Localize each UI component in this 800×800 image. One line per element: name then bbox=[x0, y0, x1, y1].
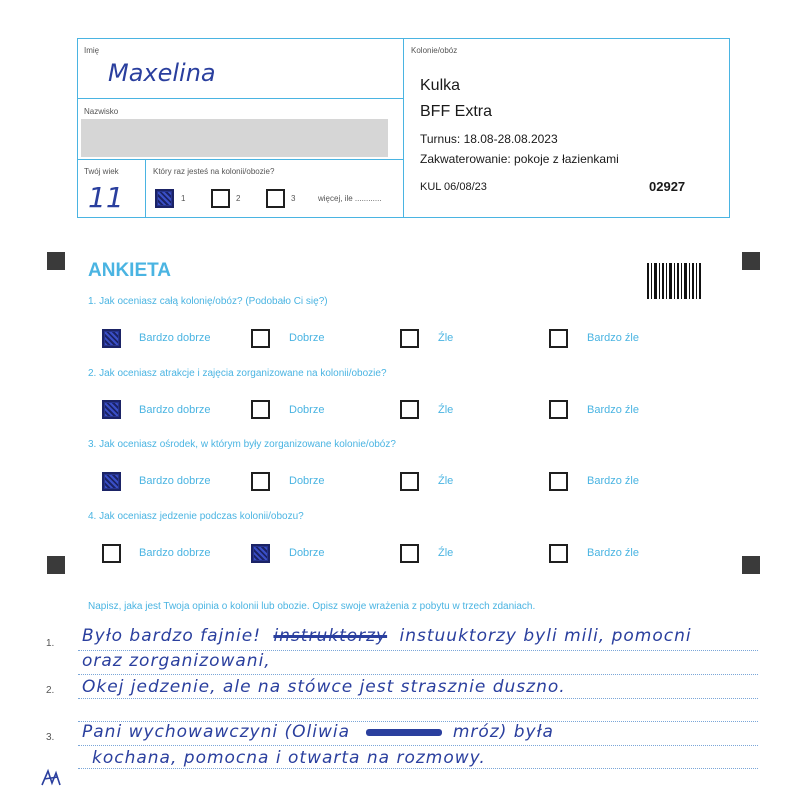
answer-text: oraz zorganizowani, bbox=[82, 651, 271, 671]
question-4: 4. Jak oceniasz jedzenie podczas kolonii/obozu? bbox=[88, 511, 304, 522]
line-number: 1. bbox=[46, 638, 55, 649]
scribble-out bbox=[366, 729, 442, 736]
question-3: 3. Jak oceniasz ośrodek, w którym były zorganizowane kolonie/obóz? bbox=[88, 439, 396, 450]
q4-option-dobrze-checkbox[interactable] bbox=[251, 544, 270, 563]
answer-text: kochana, pomocna i otwarta na rozmowy. bbox=[92, 748, 486, 768]
q1-option-bardzo-dobrze-checkbox[interactable] bbox=[102, 329, 121, 348]
answer-strikethrough: instruktorzy bbox=[273, 626, 388, 646]
writing-line bbox=[78, 698, 758, 699]
ktory-raz-option-more[interactable]: więcej, ile ............ bbox=[318, 194, 382, 203]
camp-program: BFF Extra bbox=[420, 103, 493, 120]
nazwisko-label: Nazwisko bbox=[84, 107, 119, 116]
q4-option-zle-checkbox[interactable] bbox=[400, 544, 419, 563]
code: KUL 06/08/23 bbox=[420, 181, 487, 193]
header-form bbox=[77, 38, 730, 218]
opinion-prompt: Napisz, jaka jest Twoja opinia o kolonii lub obozie. Opisz swoje wrażenia z pobytu w trzech zdaniach. bbox=[88, 601, 536, 612]
q2-option-zle-checkbox[interactable] bbox=[400, 400, 419, 419]
q3-option-label: Źle bbox=[438, 475, 454, 487]
writing-line bbox=[78, 768, 758, 769]
wiek-label: Twój wiek bbox=[84, 167, 119, 176]
q3-option-bardzo-zle-checkbox[interactable] bbox=[549, 472, 568, 491]
q3-option-zle-checkbox[interactable] bbox=[400, 472, 419, 491]
q1-option-zle-checkbox[interactable] bbox=[400, 329, 419, 348]
wiek-value[interactable]: 11 bbox=[88, 181, 124, 214]
q3-option-label: Dobrze bbox=[289, 475, 325, 487]
form-number: 02927 bbox=[649, 179, 686, 194]
q3-option-label: Bardzo dobrze bbox=[139, 475, 211, 487]
q4-option-bardzo-zle-checkbox[interactable] bbox=[549, 544, 568, 563]
ktory-raz-option-1: 1 bbox=[181, 194, 186, 203]
q1-option-label: Bardzo dobrze bbox=[139, 332, 211, 344]
survey-title: ANKIETA bbox=[88, 260, 172, 281]
q4-option-label: Źle bbox=[438, 547, 454, 559]
zakwaterowanie: Zakwaterowanie: pokoje z łazienkami bbox=[420, 152, 619, 166]
q2-option-label: Dobrze bbox=[289, 404, 325, 416]
ktory-raz-option-2: 2 bbox=[236, 194, 241, 203]
ktory-raz-option-3: 3 bbox=[291, 194, 296, 203]
ktory-raz-checkbox-1[interactable] bbox=[155, 189, 174, 208]
line-number: 2. bbox=[46, 685, 55, 696]
signature-scribble-icon bbox=[38, 765, 64, 791]
answer-line-5[interactable] bbox=[92, 748, 486, 768]
q1-option-label: Bardzo źle bbox=[587, 332, 639, 344]
camp-name: Kulka bbox=[420, 77, 461, 94]
q4-option-label: Dobrze bbox=[289, 547, 325, 559]
registration-marker bbox=[47, 556, 65, 574]
question-2: 2. Jak oceniasz atrakcje i zajęcia zorganizowane na kolonii/obozie? bbox=[88, 368, 387, 379]
answer-line-4[interactable] bbox=[82, 722, 554, 742]
q3-option-dobrze-checkbox[interactable] bbox=[251, 472, 270, 491]
writing-line bbox=[78, 745, 758, 746]
turnus: Turnus: 18.08-28.08.2023 bbox=[420, 132, 558, 146]
q2-option-bardzo-zle-checkbox[interactable] bbox=[549, 400, 568, 419]
barcode-icon bbox=[647, 263, 701, 299]
imie-value[interactable]: Maxelina bbox=[108, 59, 216, 87]
line-number: 3. bbox=[46, 732, 55, 743]
answer-text: instuuktorzy byli mili, pomocni bbox=[399, 626, 692, 646]
question-1: 1. Jak oceniasz całą kolonię/obóz? (Podobało Ci się?) bbox=[88, 296, 328, 307]
q4-option-bardzo-dobrze-checkbox[interactable] bbox=[102, 544, 121, 563]
kolonie-label: Kolonie/obóz bbox=[411, 46, 458, 55]
q2-option-label: Bardzo źle bbox=[587, 404, 639, 416]
q3-option-bardzo-dobrze-checkbox[interactable] bbox=[102, 472, 121, 491]
q1-option-bardzo-zle-checkbox[interactable] bbox=[549, 329, 568, 348]
q2-option-dobrze-checkbox[interactable] bbox=[251, 400, 270, 419]
answer-line-2[interactable] bbox=[82, 651, 271, 671]
registration-marker bbox=[742, 556, 760, 574]
ktory-raz-checkbox-2[interactable] bbox=[211, 189, 230, 208]
answer-text: mróz) była bbox=[452, 722, 554, 742]
col-divider bbox=[145, 159, 146, 217]
q2-option-label: Bardzo dobrze bbox=[139, 404, 211, 416]
answer-text: Okej jedzenie, ale na stówce jest strasznie duszno. bbox=[82, 677, 566, 697]
q2-option-label: Źle bbox=[438, 404, 454, 416]
registration-marker bbox=[742, 252, 760, 270]
answer-text: Było bardzo fajnie! bbox=[82, 626, 262, 646]
registration-marker bbox=[47, 252, 65, 270]
q4-option-label: Bardzo źle bbox=[587, 547, 639, 559]
ktory-raz-checkbox-3[interactable] bbox=[266, 189, 285, 208]
row-divider bbox=[78, 159, 403, 160]
q1-option-dobrze-checkbox[interactable] bbox=[251, 329, 270, 348]
nazwisko-redacted bbox=[81, 119, 388, 157]
q1-option-label: Dobrze bbox=[289, 332, 325, 344]
q4-option-label: Bardzo dobrze bbox=[139, 547, 211, 559]
q1-option-label: Źle bbox=[438, 332, 454, 344]
answer-line-1[interactable] bbox=[82, 626, 692, 646]
answer-line-3[interactable] bbox=[82, 677, 566, 697]
q3-option-label: Bardzo źle bbox=[587, 475, 639, 487]
writing-line bbox=[78, 674, 758, 675]
header-divider bbox=[403, 39, 404, 217]
ktory-raz-label: Który raz jesteś na kolonii/obozie? bbox=[153, 167, 275, 176]
answer-text: Pani wychowawczyni (Oliwia bbox=[82, 722, 351, 742]
row-divider bbox=[78, 98, 403, 99]
imie-label: Imię bbox=[84, 46, 100, 55]
q2-option-bardzo-dobrze-checkbox[interactable] bbox=[102, 400, 121, 419]
